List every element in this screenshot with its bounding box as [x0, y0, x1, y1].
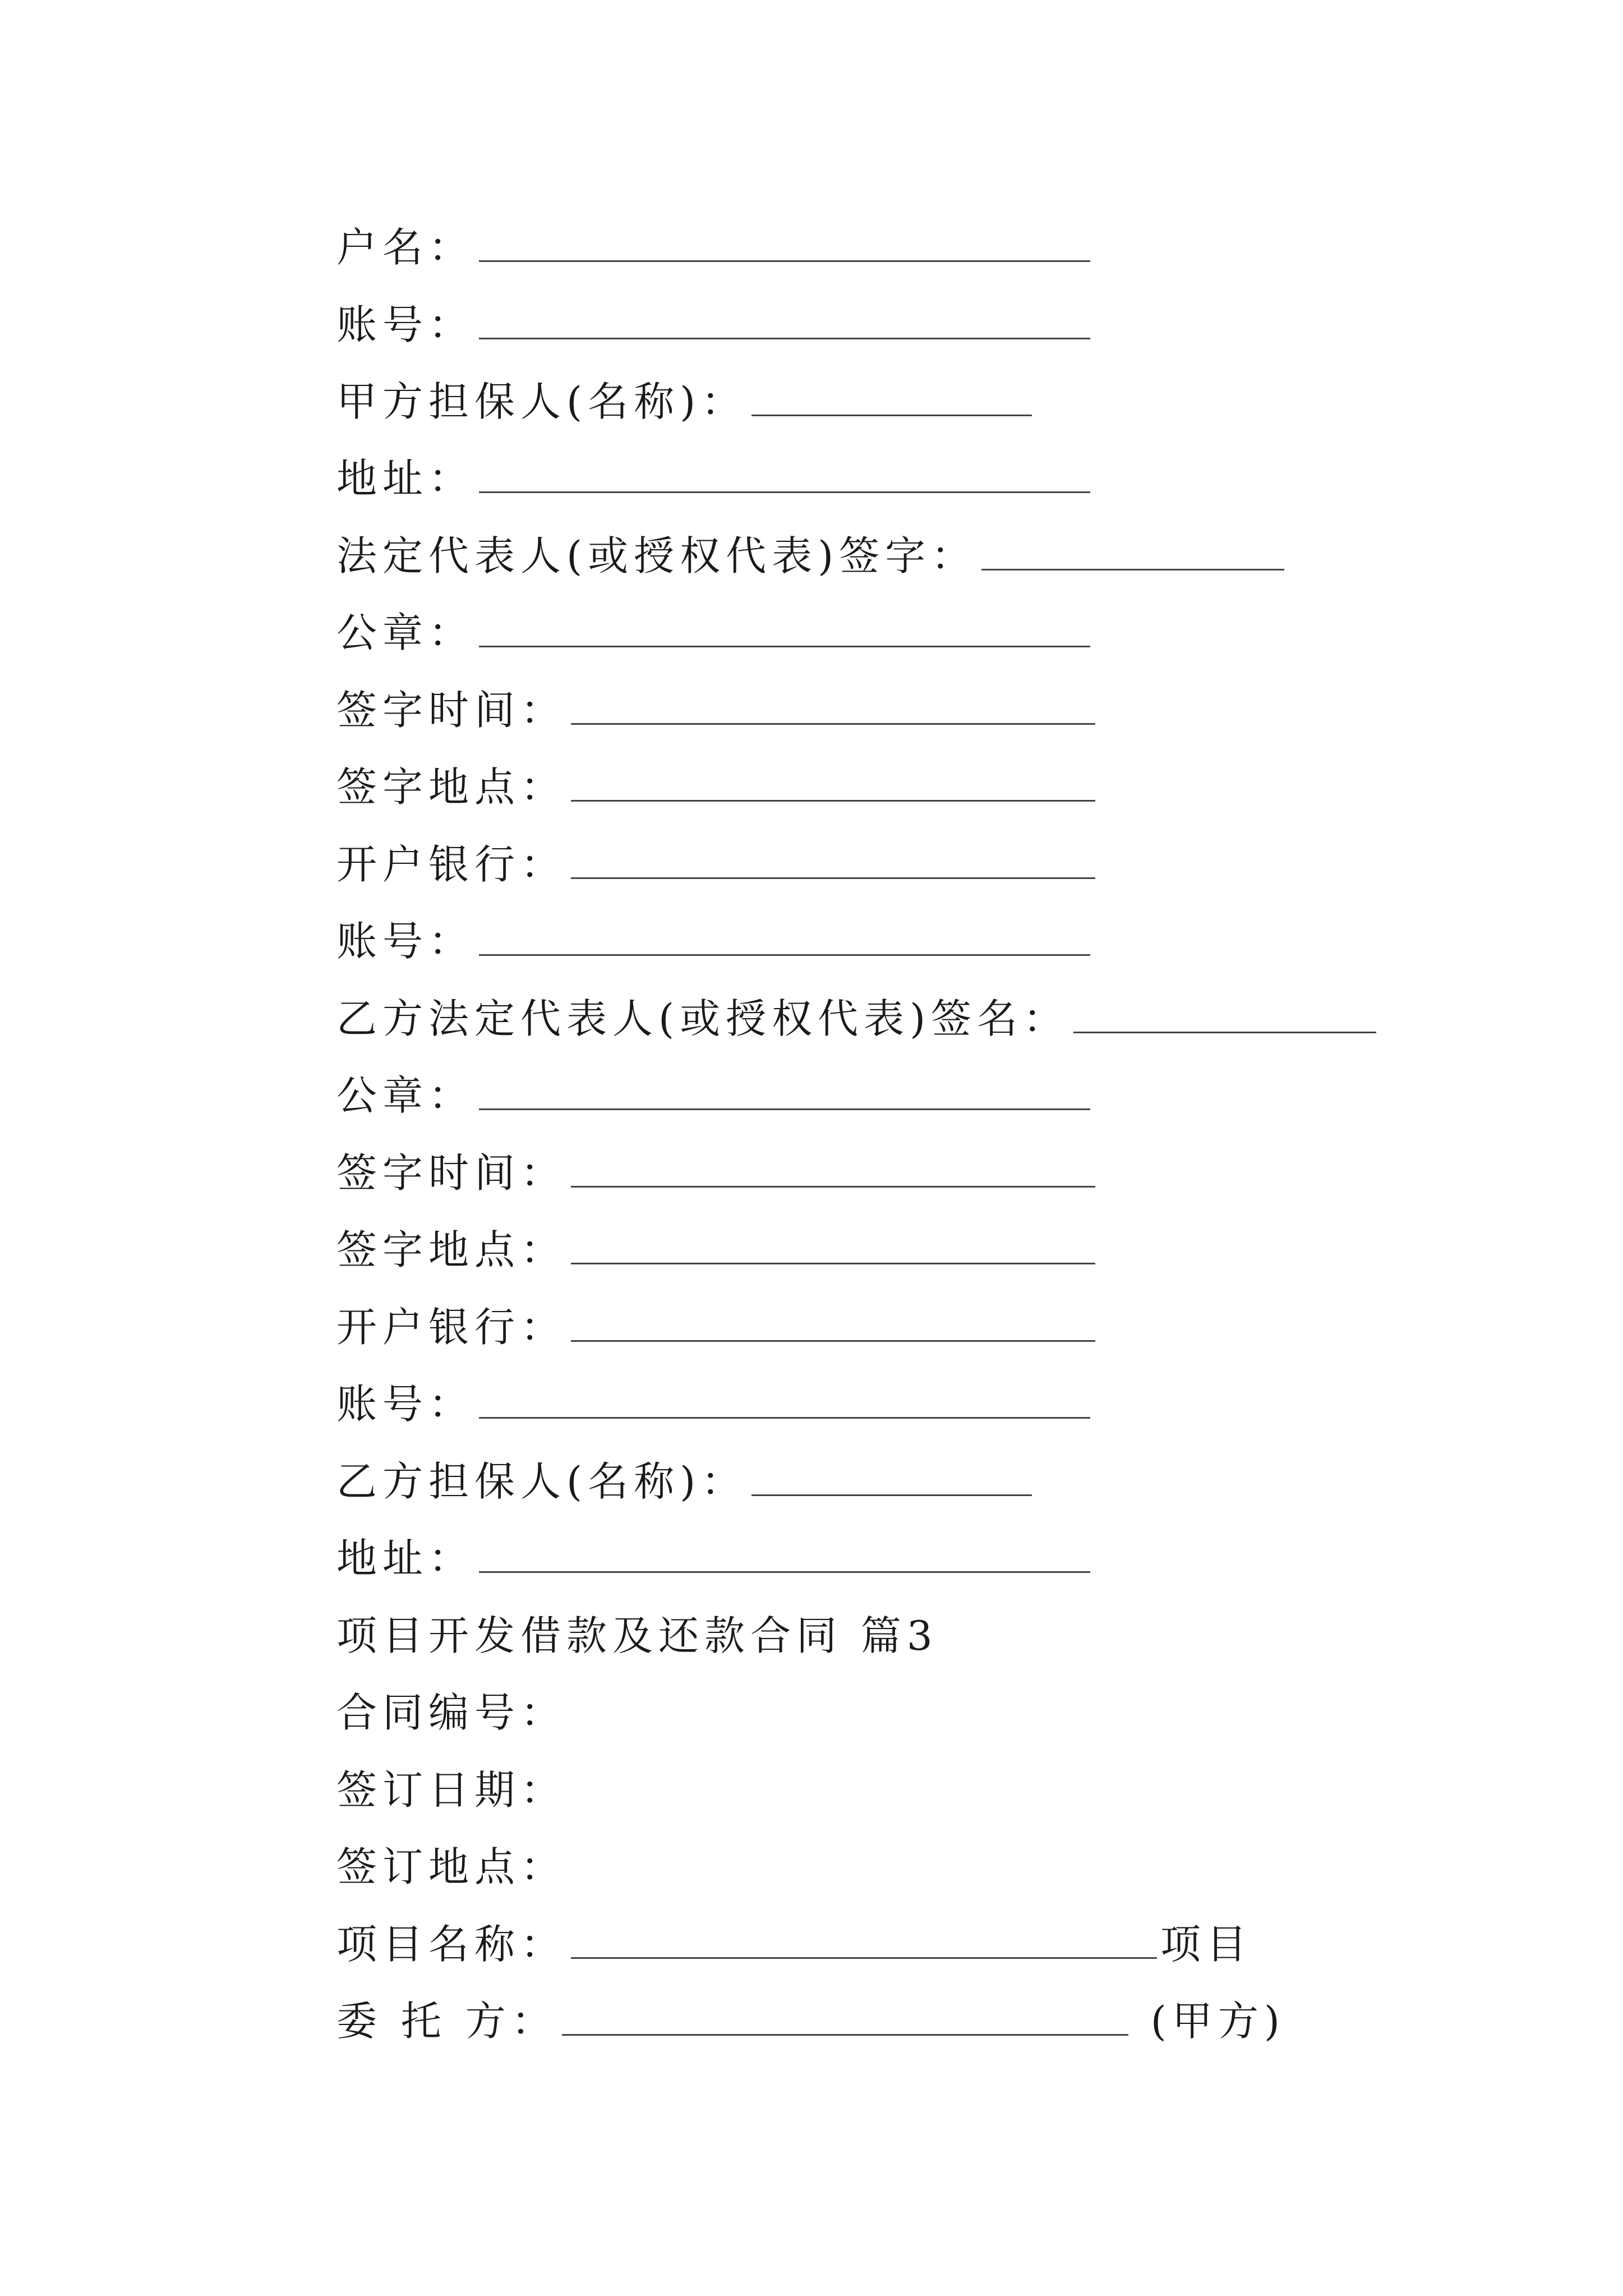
field-label: 签字地点： — [336, 763, 567, 811]
field-seal — [336, 1061, 1090, 1123]
field-label: 开户银行： — [336, 1304, 567, 1351]
field-sign-date — [336, 1756, 566, 1818]
blank-line — [479, 1383, 1090, 1419]
blank-line — [751, 381, 1032, 416]
field-label: 乙方担保人(名称)： — [336, 1458, 748, 1505]
field-label: 账号： — [336, 301, 475, 348]
blank-line — [571, 689, 1095, 725]
field-label: 委 托 方： — [336, 1998, 557, 2045]
field-sign-time — [336, 1139, 1095, 1200]
field-label: 地址： — [336, 1535, 475, 1582]
blank-line — [479, 921, 1090, 956]
blank-line — [479, 458, 1090, 493]
field-account-number — [336, 291, 1090, 352]
field-label: 账号： — [336, 918, 475, 965]
field-label: 签字地点： — [336, 1226, 567, 1273]
blank-line — [562, 2000, 1128, 2036]
field-legal-rep-signature — [336, 522, 1284, 583]
field-label: 签字时间： — [336, 687, 567, 734]
field-party-b-guarantor — [336, 1447, 1032, 1509]
field-suffix: 项目 — [1160, 1921, 1253, 1968]
field-principal — [336, 1987, 1285, 2049]
blank-line — [571, 844, 1095, 879]
field-suffix: (甲方) — [1150, 1998, 1285, 2045]
field-account-number — [336, 1370, 1090, 1432]
field-address — [336, 444, 1090, 506]
field-label: 乙方法定代表人(或授权代表)签名： — [336, 995, 1069, 1042]
field-label: 公章： — [336, 609, 475, 656]
blank-line — [751, 1461, 1032, 1496]
field-label: 签订地点： — [336, 1843, 567, 1890]
blank-line — [479, 1538, 1090, 1573]
field-label: 甲方担保人(名称)： — [336, 378, 748, 425]
field-label: 项目名称： — [336, 1921, 567, 1968]
field-sign-place — [336, 1216, 1095, 1277]
field-label: 开户银行： — [336, 841, 567, 888]
field-label: 地址： — [336, 455, 475, 502]
field-label: 合同编号： — [336, 1689, 567, 1736]
blank-line — [571, 1306, 1095, 1342]
field-sign-place — [336, 753, 1095, 815]
blank-line — [571, 1229, 1095, 1264]
section-heading — [336, 1602, 938, 1663]
field-contract-number — [336, 1678, 566, 1740]
field-party-b-legal-rep-signature — [336, 984, 1376, 1046]
field-label: 法定代表人(或授权代表)签字： — [336, 532, 978, 579]
field-label: 签字时间： — [336, 1149, 567, 1197]
blank-line — [571, 1924, 1157, 1959]
field-bank — [336, 830, 1095, 892]
field-account-number — [336, 907, 1090, 969]
blank-line — [571, 1152, 1095, 1188]
blank-line — [479, 612, 1090, 647]
blank-line — [981, 535, 1284, 570]
field-label: 签订日期： — [336, 1766, 567, 1814]
field-sign-time — [336, 676, 1095, 738]
field-label: 公章： — [336, 1072, 475, 1119]
field-account-name — [336, 213, 1090, 275]
blank-line — [479, 304, 1090, 339]
field-label: 账号： — [336, 1381, 475, 1428]
field-address — [336, 1524, 1090, 1586]
field-seal — [336, 599, 1090, 660]
blank-line — [571, 766, 1095, 802]
blank-line — [479, 227, 1090, 262]
blank-line — [479, 1075, 1090, 1110]
field-party-a-guarantor — [336, 367, 1032, 429]
field-label: 户名： — [336, 224, 475, 271]
field-sign-location — [336, 1833, 566, 1894]
field-project-name — [336, 1910, 1252, 1972]
field-bank — [336, 1293, 1095, 1355]
blank-line — [1073, 998, 1376, 1033]
section-title: 项目开发借款及还款合同 篇3 — [336, 1612, 938, 1659]
